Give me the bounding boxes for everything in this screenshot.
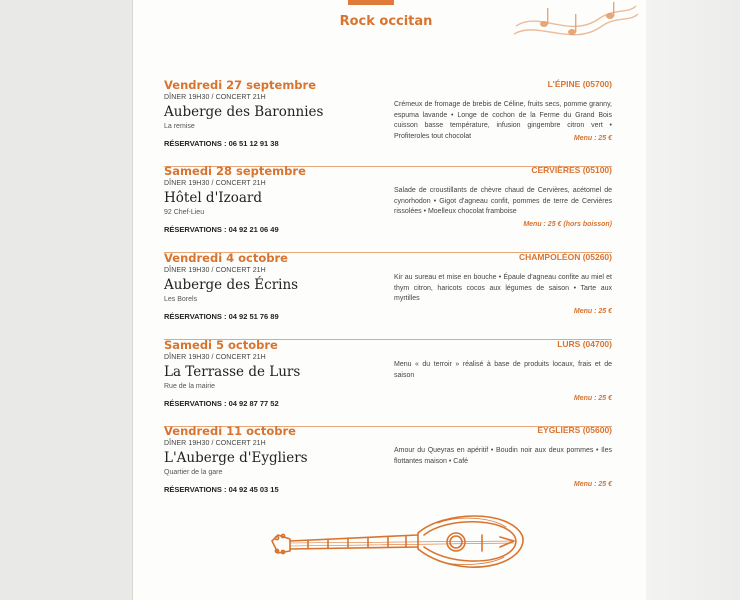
event-card (164, 424, 612, 510)
event-reservation: RÉSERVATIONS : 04 92 87 77 52 (164, 399, 279, 408)
event-reservation: RÉSERVATIONS : 04 92 21 06 49 (164, 225, 279, 234)
event-venue: L'Auberge d'Eygliers (164, 450, 308, 466)
event-card (164, 251, 612, 337)
event-menu: Menu « du terroir » réalisé à base de produits locaux, frais et de saison (394, 361, 612, 379)
event-time: DÎNER 19H30 / CONCERT 21H (164, 440, 266, 447)
event-price: Menu : 25 € (hors boisson) (523, 221, 612, 228)
event-venue: Auberge des Baronnies (164, 104, 324, 120)
event-time: DÎNER 19H30 / CONCERT 21H (164, 267, 266, 274)
event-address: 92 Chef-Lieu (164, 209, 205, 216)
event-reservation: RÉSERVATIONS : 04 92 45 03 15 (164, 485, 279, 494)
event-location: CHAMPOLÉON (05260) (518, 252, 612, 262)
event-time: DÎNER 19H30 / CONCERT 21H (164, 354, 266, 361)
event-date: Samedi 28 septembre (164, 164, 306, 178)
event-card (164, 78, 612, 164)
event-location: LURS (04700) (557, 339, 612, 349)
event-card (164, 164, 612, 250)
event-menu: Kir au sureau et mise en bouche • Épaule d'agneau confite au miel et thym citron, haricots cocos aux légumes de saison • Tarte aux myrtilles (394, 274, 612, 302)
event-address: Rue de la mairie (164, 383, 215, 390)
event-price: Menu : 25 € (573, 395, 612, 402)
event-card (164, 338, 612, 424)
event-date: Vendredi 27 septembre (164, 78, 317, 92)
event-venue: Auberge des Écrins (164, 277, 299, 293)
mandolin-icon (268, 505, 528, 575)
event-time: DÎNER 19H30 / CONCERT 21H (164, 94, 266, 101)
event-menu: Crémeux de fromage de brebis de Céline, fruits secs, pomme granny, espuma lavande • Longe de cochon de la Ferme du Grand Bois cuisson basse température, infusion gingembre citron vert • Profiteroles tout chocolat (394, 101, 612, 140)
event-venue: La Terrasse de Lurs (164, 364, 301, 380)
event-price: Menu : 25 € (573, 481, 612, 488)
event-address: La remise (164, 123, 195, 130)
event-address: Quartier de la gare (164, 469, 223, 476)
event-location: L'ÉPINE (05700) (547, 79, 612, 89)
event-venue: Hôtel d'Izoard (164, 190, 262, 206)
event-reservation: RÉSERVATIONS : 06 51 12 91 38 (164, 139, 279, 148)
event-price: Menu : 25 € (573, 308, 612, 315)
event-date: Vendredi 11 octobre (164, 424, 296, 438)
scan-background (646, 0, 740, 600)
event-reservation: RÉSERVATIONS : 04 92 51 76 89 (164, 312, 279, 321)
header-accent-bar (348, 0, 394, 5)
event-address: Les Borels (164, 296, 198, 303)
event-date: Samedi 5 octobre (164, 338, 278, 352)
event-location: EYGLIERS (05600) (537, 425, 612, 435)
program-subtitle: Rock occitan (339, 14, 433, 29)
event-menu: Salade de croustillants de chèvre chaud de Cervières, acétomel de cynorhodon • Gigot d'agneau confit, pommes de terre de Cervières rissolées • Moelleux chocolat framboise (394, 187, 612, 215)
event-menu: Amour du Queyras en apéritif • Boudin noir aux deux pommes • Iles flottantes maison • Café (394, 447, 612, 465)
event-price: Menu : 25 € (573, 135, 612, 142)
event-date: Vendredi 4 octobre (164, 251, 288, 265)
music-notes-icon (510, 0, 640, 50)
event-location: CERVIÈRES (05100) (531, 165, 612, 175)
event-time: DÎNER 19H30 / CONCERT 21H (164, 180, 266, 187)
